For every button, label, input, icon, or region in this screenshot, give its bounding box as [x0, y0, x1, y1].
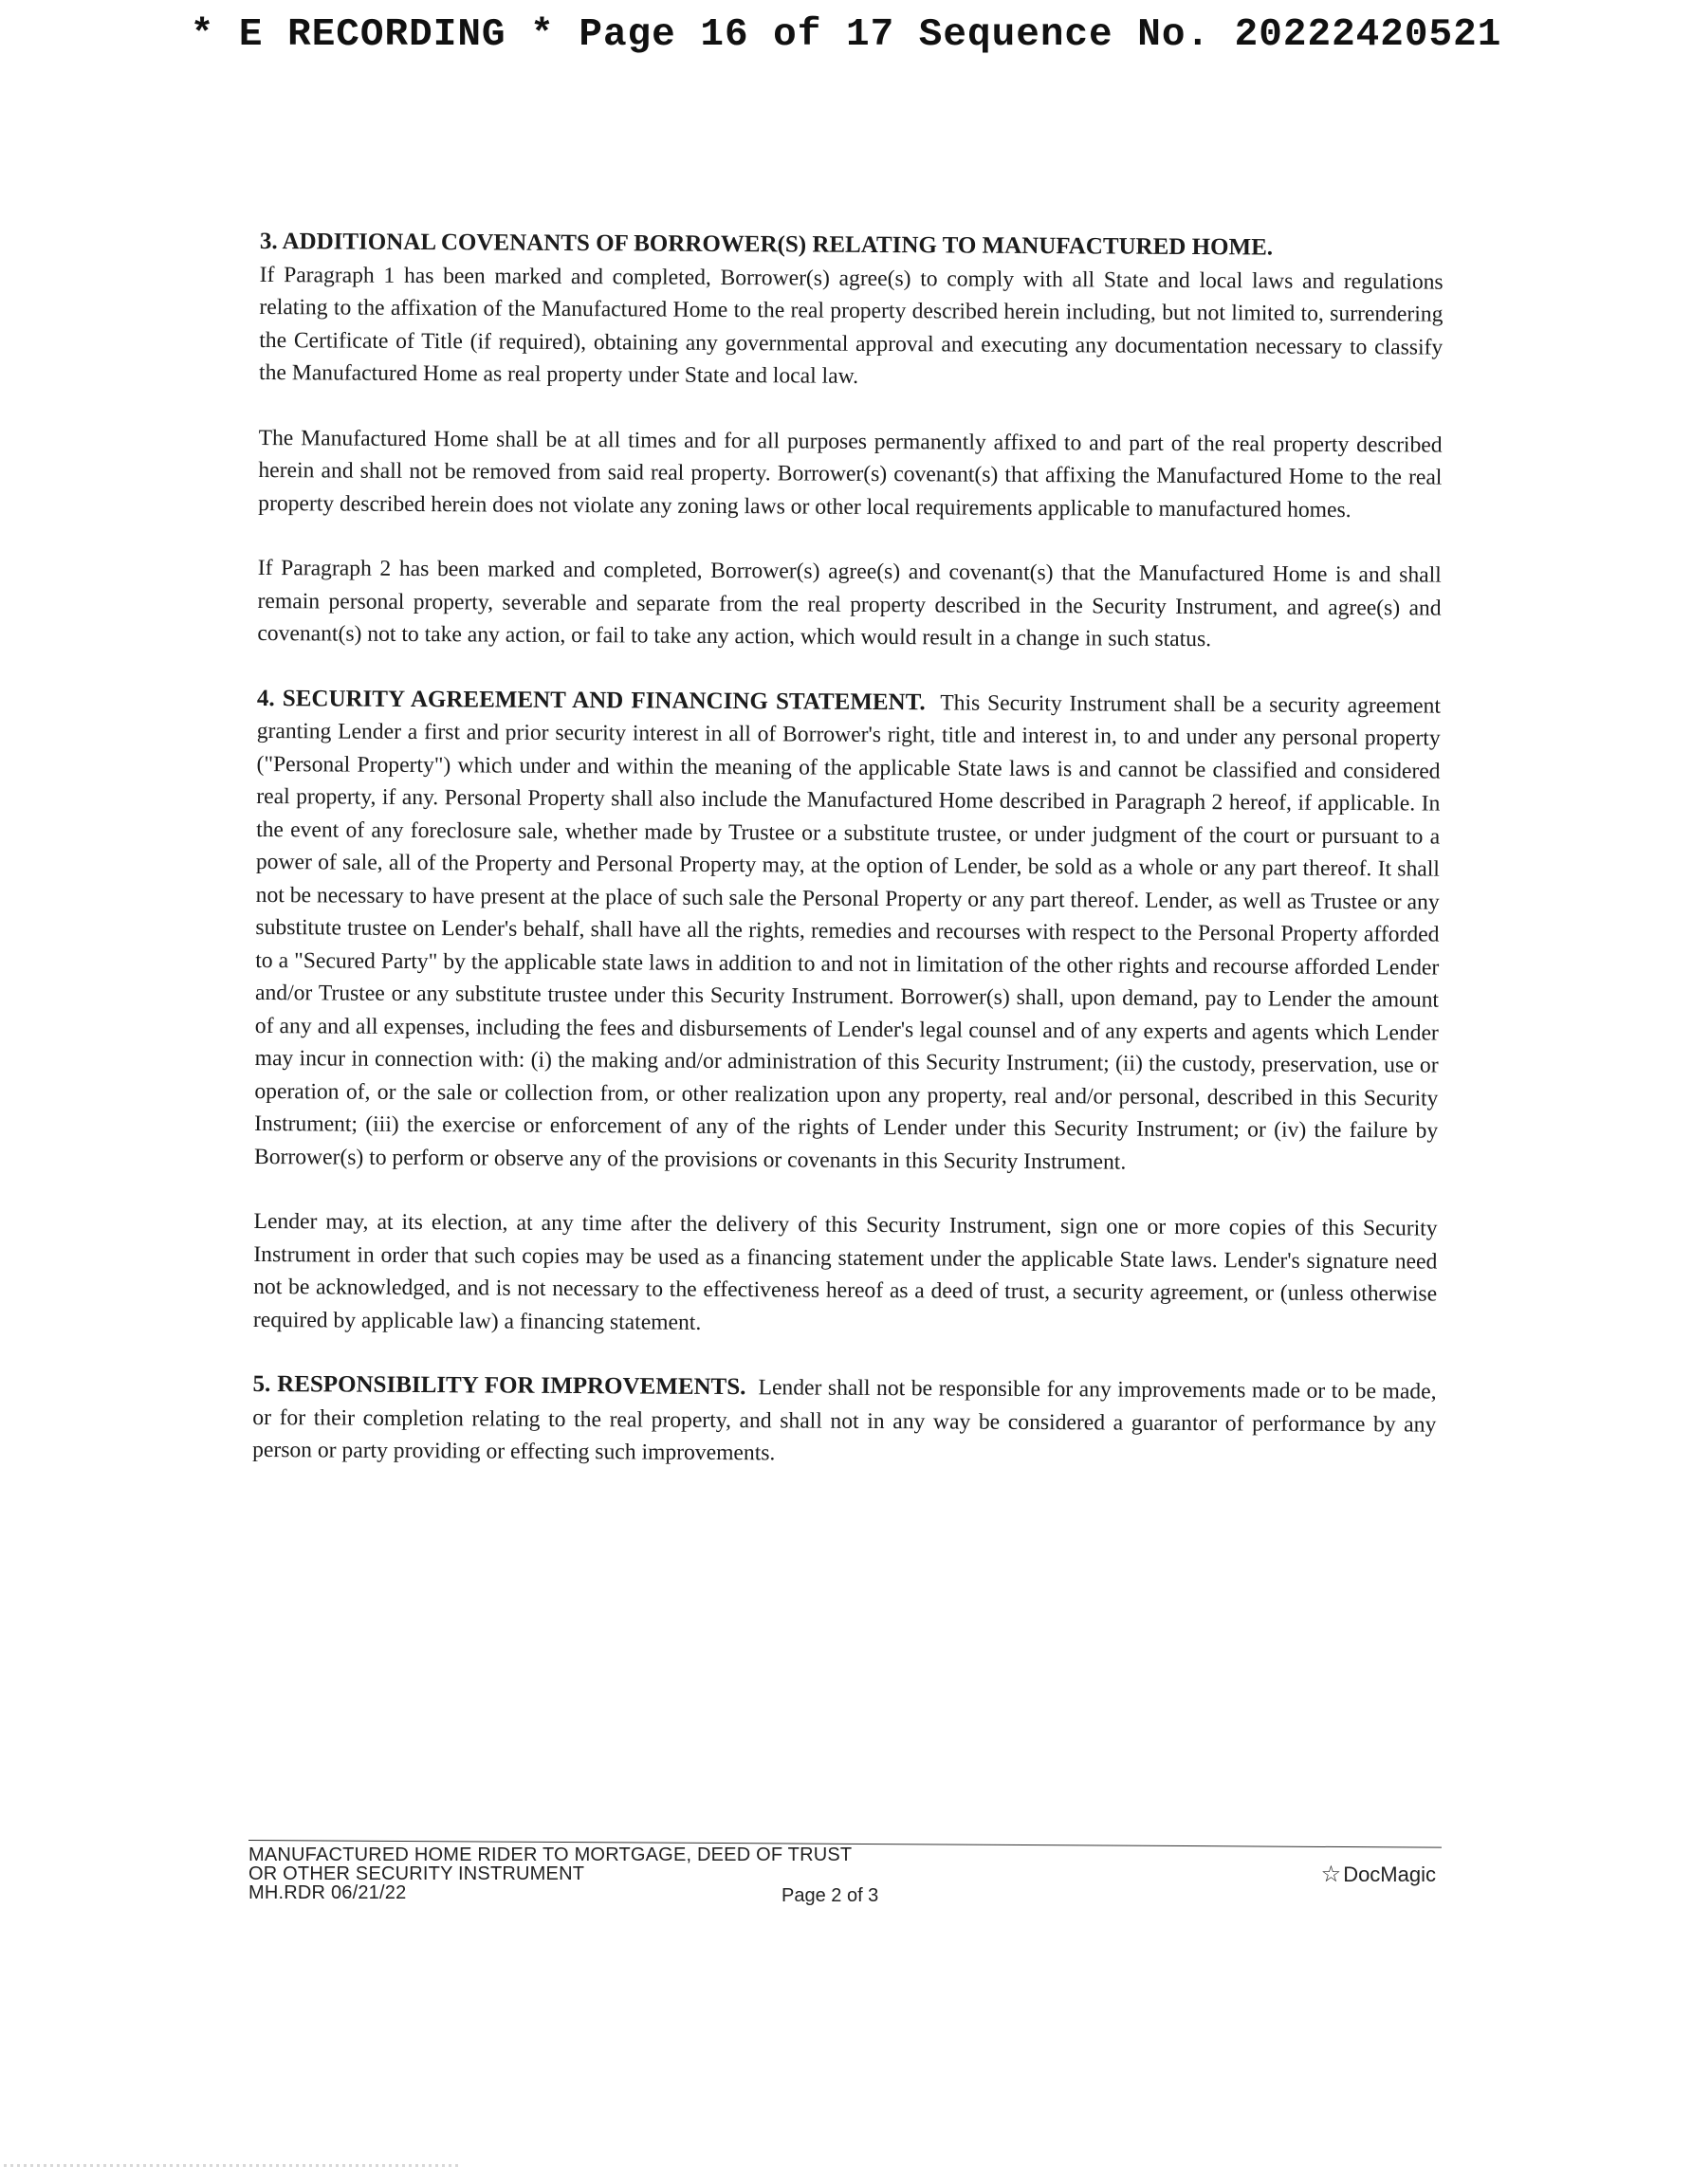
footer-form-title-line1: MANUFACTURED HOME RIDER TO MORTGAGE, DEED OF TRUST — [248, 1844, 853, 1865]
document-body — [252, 226, 1444, 1506]
footer-form-code: MH.RDR 06/21/22 — [248, 1882, 407, 1903]
section-4-title: 4. SECURITY AGREEMENT AND FINANCING STATEMENT. — [256, 685, 926, 715]
section-4-lead-text: This Security Instrument shall be a security agreement granting Lender a first and prior security interest in all of Borrower's right, title and interest in, to and under any personal property ("Personal Property") which under and within the meaning of the applicable State laws is and cannot be classified and considered real property, if any. Personal Property shall also include the Manufactured Home described in Paragraph 2 hereof, if applicable. In the event of any foreclosure sale, whether made by Trustee or a substitute trustee, or under judgment of the court or pursuant to a power of sale, all of the Property and Personal Property may, at the option of Lender, be sold as a whole or any part thereof. It shall not be necessary to have present at the place of such sale the Personal Property or any part thereof. Lender, as well as Trustee or any substitute trustee on Lender's behalf, shall have all the rights, remedies and recourses with respect to the Personal Property afforded to a "Secured Party" by the applicable state laws in addition to and not in limitation of the other rights and recourse afforded Lender and/or Trustee or any substitute trustee under this Security Instrument. Borrower(s) shall, upon demand, pay to Lender the amount of any and all expenses, including the fees and disbursements of Lender's legal counsel and of any experts and agents which Lender may incur in connection with: (i) the making and/or administration of this Security Instrument; (ii) the custody, preservation, use or operation of, or the sale or collection from, or other realization upon any property, real and/or personal, described in this Security Instrument; (iii) the exercise or enforcement of any of the rights of Lender under this Security Instrument; or (iv) the failure by Borrower(s) to perform or observe any of the provisions or covenants in this Security Instrument. — [253, 689, 1442, 1175]
footer-page-number: Page 2 of 3 — [782, 1885, 879, 1906]
footer-brand-name: DocMagic — [1343, 1863, 1436, 1886]
section-4-paragraph-2: Lender may, at its election, at any time after the delivery of this Security Instrument, sign one or more copies of this Security Instrument in order that such copies may be used as a financing statement under the applicable State laws. Lender's signature need not be acknowledged, and is not necessary to the effectiveness hereof as a deed of trust, a security agreement, or (unless otherwise required by applicable law) a financing statement. — [252, 1208, 1438, 1335]
form-footer — [248, 1840, 1442, 1925]
section-3-paragraph-1: If Paragraph 1 has been marked and completed, Borrower(s) agree(s) to comply with all State and local laws and regulations relating to the affixation of the Manufactured Home to the real property described herein including, but not limited to, surrendering the Certificate of Title (if required), obtaining any governmental approval and executing any documentation necessary to classify the Manufactured Home as real property under State and local law. — [258, 262, 1444, 389]
section-5-lead-text: Lender shall not be responsible for any improvements made or to be made, or for their completion relating to the real property, and shall not in any way be considered a guarantor of performance by any person or party providing or effecting such improvements. — [252, 1375, 1437, 1466]
section-3-title: 3. ADDITIONAL COVENANTS OF BORROWER(S) RELATING TO MANUFACTURED HOME. — [259, 228, 1274, 261]
section-5-title: 5. RESPONSIBILITY FOR IMPROVEMENTS. — [252, 1370, 746, 1401]
section-3-paragraph-2: The Manufactured Home shall be at all times and for all purposes permanently affixed to and part of the real property described herein and shall not be removed from said real property. Borrower(s) covenant(s) that affixing the Manufactured Home to the real property described herein does not violate any zoning laws or other local requirements applicable to manufactured homes. — [258, 425, 1443, 523]
section-3-paragraph-3: If Paragraph 2 has been marked and completed, Borrower(s) agree(s) and covenant(s) that the Manufactured Home is and shall remain personal property, severable and separate from the real property described in the Security Instrument, and agree(s) and covenant(s) not to take any action, or fail to take any action, which would result in a change in such status. — [257, 555, 1442, 652]
footer-form-info — [248, 1845, 852, 1902]
footer-brand — [1321, 1861, 1436, 1888]
footer-form-title-line2: OR OTHER SECURITY INSTRUMENT — [248, 1863, 585, 1884]
section-5-lead-paragraph — [252, 1368, 1437, 1474]
scan-artifact — [4, 2164, 459, 2167]
recording-header: * E RECORDING * Page 16 of 17 Sequence No. 20222420521 — [190, 13, 1502, 57]
star-outline-icon: ☆ — [1320, 1862, 1342, 1887]
section-4-lead-paragraph — [254, 682, 1441, 1180]
